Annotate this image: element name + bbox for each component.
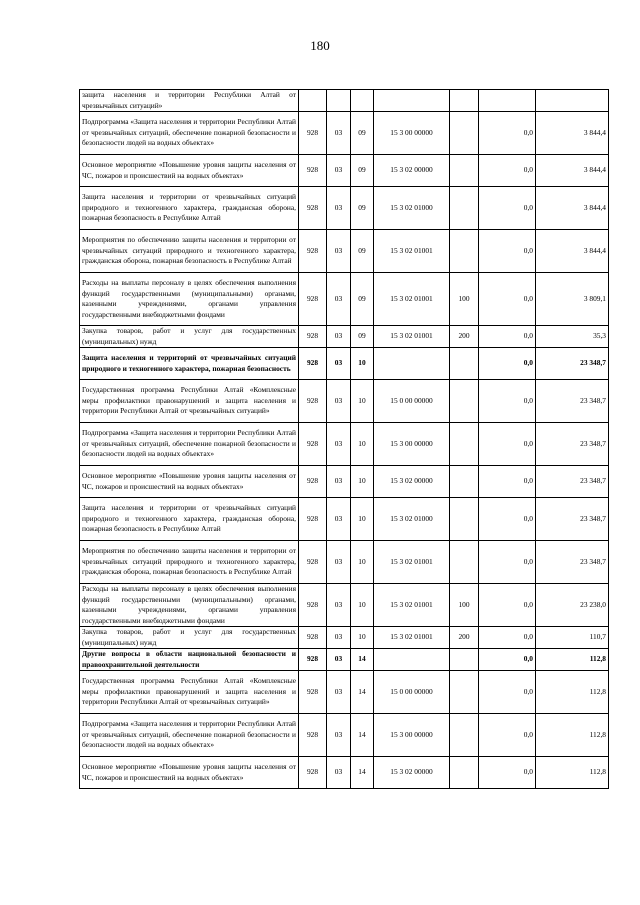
row-name-cell: Государственная программа Республики Алтай «Комплексные меры профилактики правонарушений и защита населения и территории Республики Алтай от чрезвычайных ситуаций» — [80, 380, 299, 423]
row-ved-cell — [299, 90, 327, 112]
row-sum-1-cell: 0,0 — [479, 380, 536, 423]
row-name-cell: Защита населения и территорий от чрезвычайных ситуаций природного и техногенного характера, пожарная безопасность — [80, 348, 299, 380]
row-sum-2-cell: 3 844,4 — [536, 187, 609, 230]
row-sum-1-cell: 0,0 — [479, 273, 536, 326]
table-row — [80, 498, 609, 541]
row-name-cell: Расходы на выплаты персоналу в целях обеспечения выполнения функций государственными (муниципальными) органами, казенными учреждениями, органами управления государственными внебюджетными фондами — [80, 273, 299, 326]
row-expense-type-cell: 100 — [450, 273, 479, 326]
row-sum-1-cell: 0,0 — [479, 423, 536, 466]
row-section-cell — [327, 90, 351, 112]
row-sum-1-cell: 0,0 — [479, 584, 536, 627]
row-sum-2-cell — [536, 90, 609, 112]
row-sum-1-cell: 0,0 — [479, 649, 536, 671]
row-sum-2-cell: 23 348,7 — [536, 498, 609, 541]
row-expense-type-cell — [450, 112, 479, 155]
row-sum-2-cell: 3 844,4 — [536, 112, 609, 155]
row-expense-type-cell — [450, 187, 479, 230]
row-subsection-cell: 09 — [351, 273, 374, 326]
row-sum-1-cell: 0,0 — [479, 671, 536, 714]
table-row — [80, 348, 609, 380]
row-name-cell: Расходы на выплаты персоналу в целях обеспечения выполнения функций государственными (муниципальными) органами, казенными учреждениями, органами управления государственными внебюджетными фондами — [80, 584, 299, 627]
row-sum-2-cell: 23 348,7 — [536, 423, 609, 466]
row-name-cell: Закупка товаров, работ и услуг для государственных (муниципальных) нужд — [80, 627, 299, 649]
row-sum-2-cell: 112,8 — [536, 757, 609, 789]
table-row — [80, 423, 609, 466]
row-subsection-cell: 09 — [351, 187, 374, 230]
row-ved-cell: 928 — [299, 466, 327, 498]
row-sum-1-cell: 0,0 — [479, 155, 536, 187]
row-sum-2-cell: 112,8 — [536, 714, 609, 757]
row-sum-1-cell: 0,0 — [479, 348, 536, 380]
row-sum-1-cell: 0,0 — [479, 230, 536, 273]
row-sum-2-cell: 3 844,4 — [536, 155, 609, 187]
row-expense-type-cell — [450, 671, 479, 714]
table-row — [80, 155, 609, 187]
row-target-article-cell: 15 3 02 01001 — [374, 541, 450, 584]
row-name-cell: Защита населения и территории от чрезвычайных ситуаций природного и техногенного характера, гражданская оборона, пожарная безопасность в Республике Алтай — [80, 498, 299, 541]
row-name-cell: Другие вопросы в области национальной безопасности и правоохранительной деятельности — [80, 649, 299, 671]
table-row — [80, 230, 609, 273]
row-sum-2-cell: 23 348,7 — [536, 380, 609, 423]
row-target-article-cell: 15 3 02 00000 — [374, 466, 450, 498]
row-section-cell: 03 — [327, 466, 351, 498]
table-row — [80, 541, 609, 584]
row-subsection-cell: 10 — [351, 423, 374, 466]
row-expense-type-cell — [450, 155, 479, 187]
row-target-article-cell: 15 3 02 01001 — [374, 326, 450, 348]
table-row — [80, 584, 609, 627]
row-target-article-cell — [374, 348, 450, 380]
table-row — [80, 649, 609, 671]
row-sum-1-cell: 0,0 — [479, 714, 536, 757]
table-row — [80, 326, 609, 348]
row-section-cell: 03 — [327, 348, 351, 380]
row-sum-1-cell: 0,0 — [479, 466, 536, 498]
table-row — [80, 187, 609, 230]
row-section-cell: 03 — [327, 541, 351, 584]
row-target-article-cell: 15 3 00 00000 — [374, 423, 450, 466]
row-sum-2-cell: 23 348,7 — [536, 348, 609, 380]
row-sum-2-cell: 35,3 — [536, 326, 609, 348]
row-name-cell: Основное мероприятие «Повышение уровня защиты населения от ЧС, пожаров и происшествий на водных объектах» — [80, 757, 299, 789]
row-name-cell: Основное мероприятие «Повышение уровня защиты населения от ЧС, пожаров и происшествий на водных объектах» — [80, 155, 299, 187]
row-expense-type-cell — [450, 757, 479, 789]
row-target-article-cell: 15 3 02 00000 — [374, 757, 450, 789]
row-target-article-cell — [374, 90, 450, 112]
row-sum-1-cell: 0,0 — [479, 627, 536, 649]
row-target-article-cell: 15 3 02 01001 — [374, 627, 450, 649]
row-subsection-cell: 10 — [351, 541, 374, 584]
row-name-cell: Основное мероприятие «Повышение уровня защиты населения от ЧС, пожаров и происшествий на водных объектах» — [80, 466, 299, 498]
row-subsection-cell: 09 — [351, 230, 374, 273]
row-target-article-cell: 15 3 00 00000 — [374, 714, 450, 757]
row-name-cell: Подпрограмма «Защита населения и территории Республики Алтай от чрезвычайных ситуаций, обеспечение пожарной безопасности и безопасности людей на водных объектах» — [80, 714, 299, 757]
row-expense-type-cell — [450, 649, 479, 671]
table-row — [80, 671, 609, 714]
row-sum-2-cell: 3 809,1 — [536, 273, 609, 326]
row-sum-2-cell: 3 844,4 — [536, 230, 609, 273]
row-name-cell: Подпрограмма «Защита населения и территории Республики Алтай от чрезвычайных ситуаций, обеспечение пожарной безопасности и безопасности людей на водных объектах» — [80, 112, 299, 155]
row-target-article-cell: 15 3 02 00000 — [374, 155, 450, 187]
row-target-article-cell: 15 3 02 01001 — [374, 273, 450, 326]
row-expense-type-cell — [450, 230, 479, 273]
row-name-cell: Защита населения и территории от чрезвычайных ситуаций природного и техногенного характера, гражданская оборона, пожарная безопасность в Республике Алтай — [80, 187, 299, 230]
row-ved-cell: 928 — [299, 627, 327, 649]
row-subsection-cell: 14 — [351, 757, 374, 789]
row-subsection-cell: 10 — [351, 380, 374, 423]
row-sum-2-cell: 110,7 — [536, 627, 609, 649]
row-section-cell: 03 — [327, 671, 351, 714]
table-row — [80, 466, 609, 498]
row-sum-2-cell: 112,8 — [536, 649, 609, 671]
row-ved-cell: 928 — [299, 348, 327, 380]
row-ved-cell: 928 — [299, 714, 327, 757]
row-section-cell: 03 — [327, 187, 351, 230]
row-ved-cell: 928 — [299, 671, 327, 714]
row-section-cell: 03 — [327, 649, 351, 671]
row-name-cell: Мероприятия по обеспечению защиты населения и территории от чрезвычайных ситуаций природного и техногенного характера, гражданская оборона, пожарная безопасность в Республике Алтай — [80, 230, 299, 273]
row-name-cell: Закупка товаров, работ и услуг для государственных (муниципальных) нужд — [80, 326, 299, 348]
row-ved-cell: 928 — [299, 112, 327, 155]
row-expense-type-cell — [450, 348, 479, 380]
row-name-cell: Государственная программа Республики Алтай «Комплексные меры профилактики правонарушений и защита населения и территории Республики Алтай от чрезвычайных ситуаций» — [80, 671, 299, 714]
row-name-cell: Мероприятия по обеспечению защиты населения и территории от чрезвычайных ситуаций природного и техногенного характера, гражданская оборона, пожарная безопасность в Республике Алтай — [80, 541, 299, 584]
row-ved-cell: 928 — [299, 326, 327, 348]
row-target-article-cell: 15 3 02 01000 — [374, 498, 450, 541]
row-subsection-cell: 14 — [351, 649, 374, 671]
row-expense-type-cell — [450, 423, 479, 466]
row-sum-1-cell: 0,0 — [479, 187, 536, 230]
row-ved-cell: 928 — [299, 187, 327, 230]
row-target-article-cell: 15 3 02 01000 — [374, 187, 450, 230]
table-row — [80, 90, 609, 112]
row-section-cell: 03 — [327, 112, 351, 155]
table-body — [80, 90, 609, 789]
table-row — [80, 112, 609, 155]
row-name-cell: защита населения и территории Республики Алтай от чрезвычайных ситуаций» — [80, 90, 299, 112]
row-expense-type-cell: 200 — [450, 326, 479, 348]
row-subsection-cell: 10 — [351, 466, 374, 498]
row-subsection-cell: 10 — [351, 584, 374, 627]
row-ved-cell: 928 — [299, 380, 327, 423]
row-section-cell: 03 — [327, 627, 351, 649]
row-ved-cell: 928 — [299, 230, 327, 273]
row-ved-cell: 928 — [299, 584, 327, 627]
row-subsection-cell: 09 — [351, 112, 374, 155]
row-expense-type-cell — [450, 466, 479, 498]
row-ved-cell: 928 — [299, 541, 327, 584]
row-ved-cell: 928 — [299, 498, 327, 541]
row-section-cell: 03 — [327, 380, 351, 423]
row-section-cell: 03 — [327, 584, 351, 627]
row-expense-type-cell — [450, 498, 479, 541]
row-target-article-cell: 15 3 02 01001 — [374, 584, 450, 627]
row-subsection-cell: 14 — [351, 671, 374, 714]
row-sum-1-cell — [479, 90, 536, 112]
row-ved-cell: 928 — [299, 649, 327, 671]
row-expense-type-cell: 200 — [450, 627, 479, 649]
page-number: 180 — [310, 38, 330, 53]
row-section-cell: 03 — [327, 273, 351, 326]
row-section-cell: 03 — [327, 155, 351, 187]
row-expense-type-cell — [450, 714, 479, 757]
row-subsection-cell: 10 — [351, 627, 374, 649]
table-row — [80, 627, 609, 649]
row-ved-cell: 928 — [299, 757, 327, 789]
row-section-cell: 03 — [327, 326, 351, 348]
budget-table — [79, 89, 609, 789]
row-ved-cell: 928 — [299, 155, 327, 187]
row-target-article-cell: 15 3 00 00000 — [374, 112, 450, 155]
row-section-cell: 03 — [327, 423, 351, 466]
row-section-cell: 03 — [327, 714, 351, 757]
row-expense-type-cell — [450, 90, 479, 112]
table-row — [80, 714, 609, 757]
row-expense-type-cell — [450, 380, 479, 423]
row-section-cell: 03 — [327, 498, 351, 541]
table-row — [80, 380, 609, 423]
row-subsection-cell: 09 — [351, 326, 374, 348]
row-sum-1-cell: 0,0 — [479, 112, 536, 155]
row-subsection-cell: 10 — [351, 348, 374, 380]
row-target-article-cell: 15 3 02 01001 — [374, 230, 450, 273]
row-sum-1-cell: 0,0 — [479, 498, 536, 541]
row-sum-2-cell: 23 238,0 — [536, 584, 609, 627]
row-target-article-cell: 15 0 00 00000 — [374, 671, 450, 714]
row-sum-2-cell: 23 348,7 — [536, 466, 609, 498]
row-sum-2-cell: 112,8 — [536, 671, 609, 714]
table-row — [80, 757, 609, 789]
table-row — [80, 273, 609, 326]
row-sum-1-cell: 0,0 — [479, 541, 536, 584]
row-subsection-cell: 09 — [351, 155, 374, 187]
row-section-cell: 03 — [327, 230, 351, 273]
row-name-cell: Подпрограмма «Защита населения и территории Республики Алтай от чрезвычайных ситуаций, обеспечение пожарной безопасности и безопасности людей на водных объектах» — [80, 423, 299, 466]
row-target-article-cell — [374, 649, 450, 671]
row-sum-1-cell: 0,0 — [479, 757, 536, 789]
row-expense-type-cell — [450, 541, 479, 584]
row-ved-cell: 928 — [299, 273, 327, 326]
row-subsection-cell — [351, 90, 374, 112]
row-subsection-cell: 10 — [351, 498, 374, 541]
row-target-article-cell: 15 0 00 00000 — [374, 380, 450, 423]
row-section-cell: 03 — [327, 757, 351, 789]
row-sum-2-cell: 23 348,7 — [536, 541, 609, 584]
row-ved-cell: 928 — [299, 423, 327, 466]
row-expense-type-cell: 100 — [450, 584, 479, 627]
row-subsection-cell: 14 — [351, 714, 374, 757]
row-sum-1-cell: 0,0 — [479, 326, 536, 348]
